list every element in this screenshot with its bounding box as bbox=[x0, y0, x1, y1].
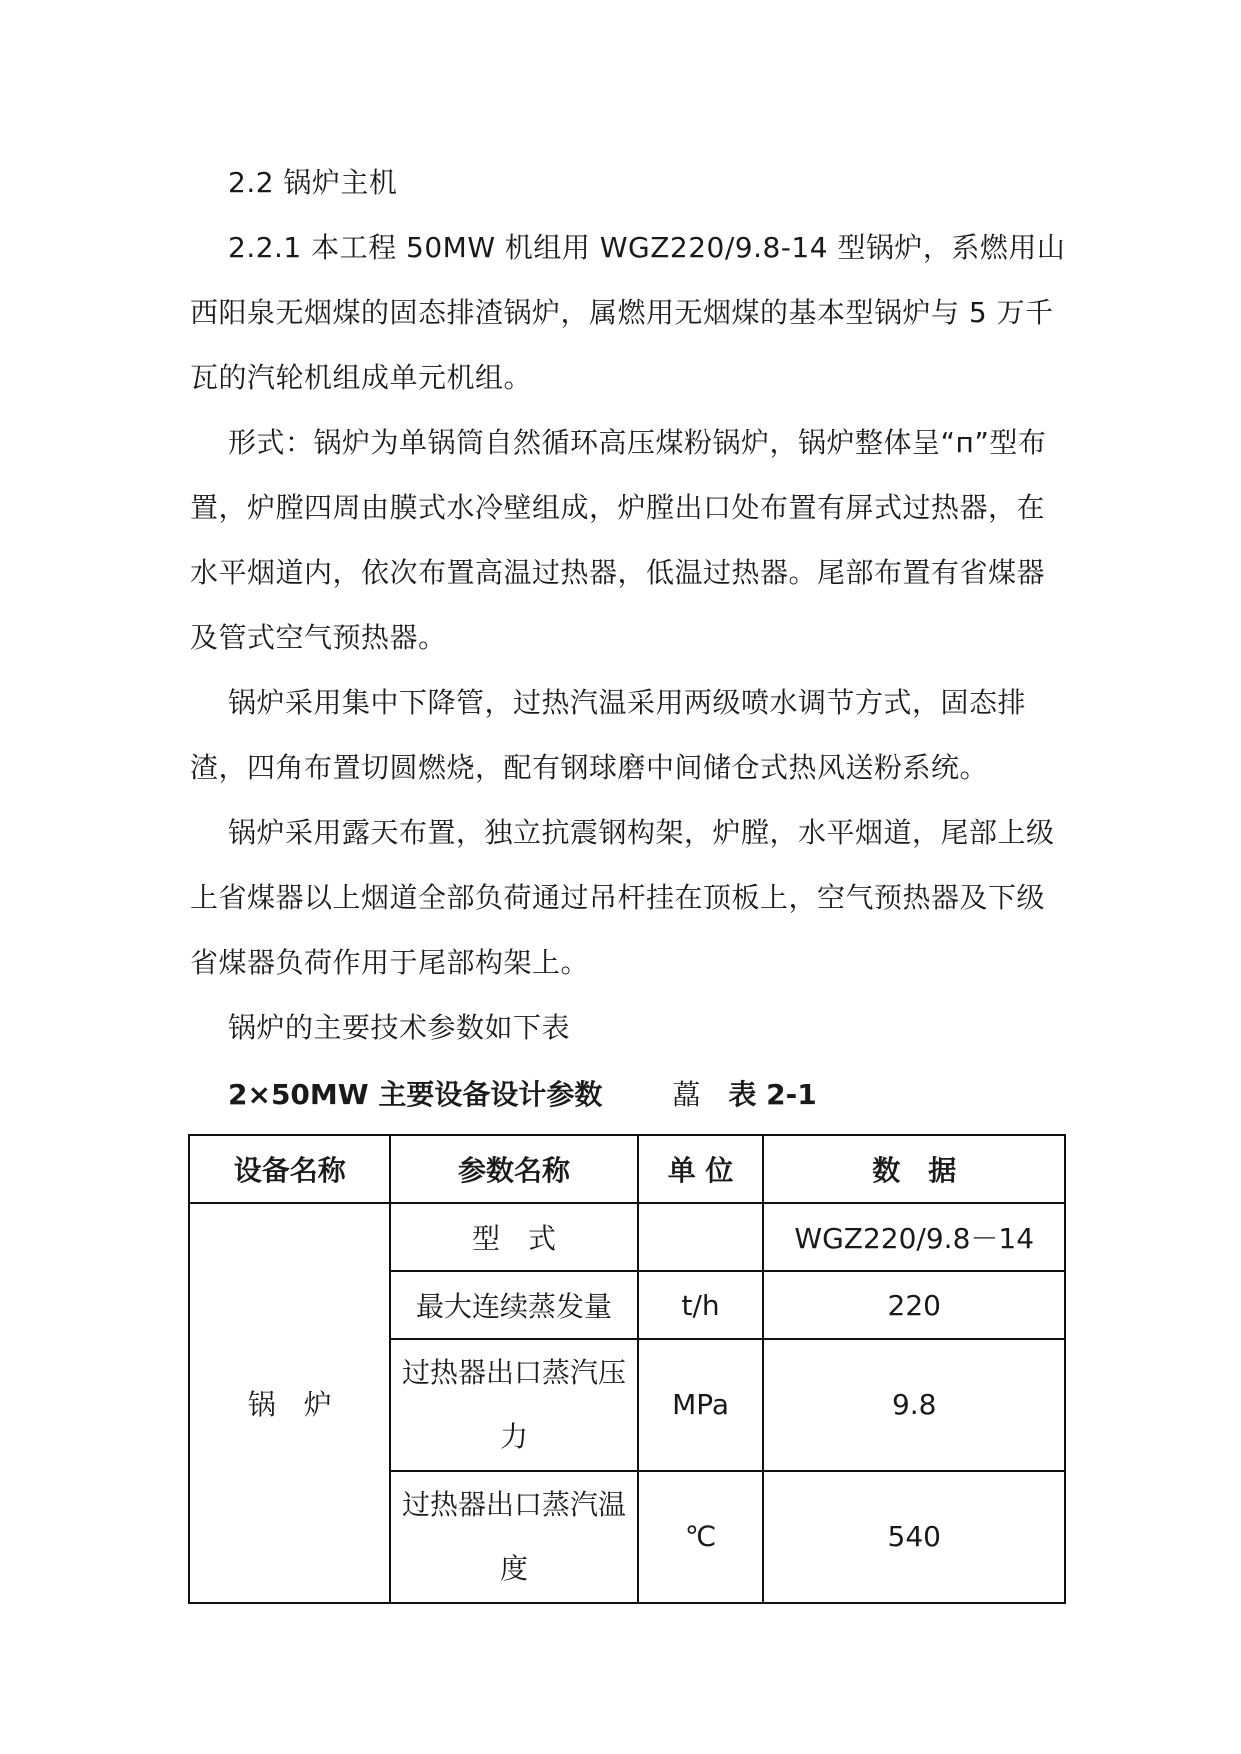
section-heading: 2.2 锅炉主机 bbox=[228, 166, 398, 199]
table-title bbox=[228, 1070, 817, 1120]
equipment-cell: 锅 炉 bbox=[189, 1203, 390, 1603]
header-value: 数 据 bbox=[763, 1135, 1065, 1203]
paragraph-layout: 锅炉采用露天布置，独立抗震钢构架，炉膛，水平烟道，尾部上级上省煤器以上烟道全部负荷通过吊杆挂在顶板上，空气预热器及下级省煤器负荷作用于尾部构架上。 bbox=[190, 816, 1055, 979]
param-cell: 过热器出口蒸汽温度 bbox=[390, 1471, 637, 1603]
param-cell: 过热器出口蒸汽压力 bbox=[390, 1339, 637, 1471]
unit-cell: ℃ bbox=[638, 1471, 764, 1603]
table-title-name: 2×50MW 主要设备设计参数 bbox=[228, 1078, 603, 1111]
table-title-number: 表 2-1 bbox=[728, 1078, 817, 1111]
header-unit: 单 位 bbox=[638, 1135, 764, 1203]
table-header-row bbox=[189, 1135, 1065, 1203]
param-cell: 最大连续蒸发量 bbox=[390, 1271, 637, 1339]
table-title-mark: 藠 bbox=[672, 1078, 701, 1111]
value-cell: 9.8 bbox=[763, 1339, 1065, 1471]
paragraph-form: 形式：锅炉为单锅筒自然循环高压煤粉锅炉，锅炉整体呈“п”型布置，炉膛四周由膜式水冷壁组成，炉膛出口处布置有屏式过热器，在水平烟道内，依次布置高温过热器，低温过热器。尾部布置有省煤器及管式空气预热器。 bbox=[190, 426, 1047, 654]
parameter-table bbox=[188, 1134, 1066, 1604]
value-cell: 220 bbox=[763, 1271, 1065, 1339]
value-cell: 540 bbox=[763, 1471, 1065, 1603]
paragraph-table-intro: 锅炉的主要技术参数如下表 bbox=[228, 1011, 571, 1044]
paragraph-intro: 2.2.1 本工程 50MW 机组用 WGZ220/9.8-14 型锅炉，系燃用山西阳泉无烟煤的固态排渣锅炉，属燃用无烟煤的基本型锅炉与 5 万千瓦的汽轮机组成单元机组。 bbox=[190, 231, 1066, 394]
unit-cell bbox=[638, 1203, 764, 1271]
paragraph-downcomer: 锅炉采用集中下降管，过热汽温采用两级喷水调节方式，固态排渣，四角布置切圆燃烧，配有钢球磨中间储仓式热风送粉系统。 bbox=[190, 686, 1027, 784]
param-cell: 型 式 bbox=[390, 1203, 637, 1271]
value-cell: WGZ220/9.8－14 bbox=[763, 1203, 1065, 1271]
header-equipment: 设备名称 bbox=[189, 1135, 390, 1203]
header-parameter: 参数名称 bbox=[390, 1135, 637, 1203]
unit-cell: MPa bbox=[638, 1339, 764, 1471]
unit-cell: t/h bbox=[638, 1271, 764, 1339]
table-row bbox=[189, 1203, 1065, 1271]
